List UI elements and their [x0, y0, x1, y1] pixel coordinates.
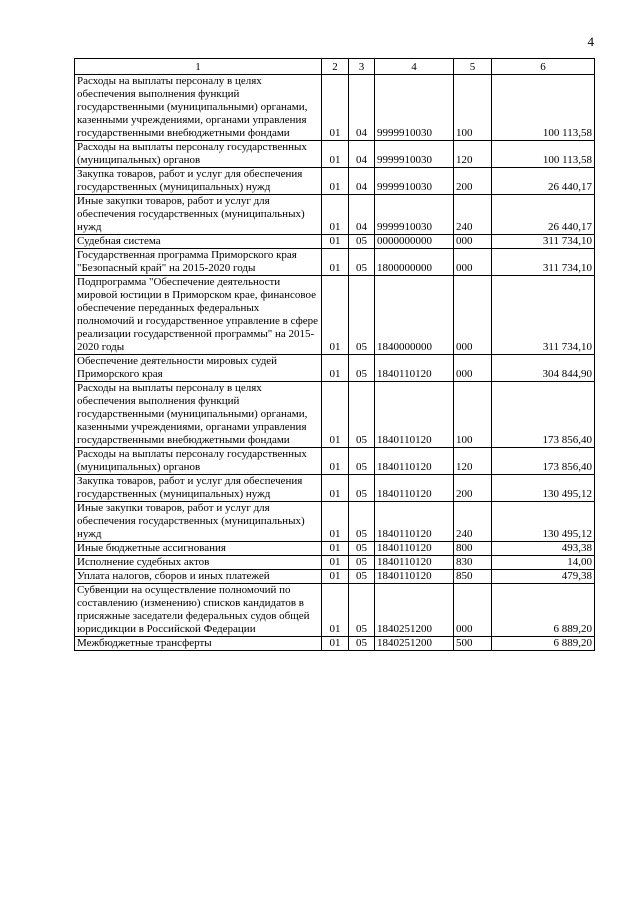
budget-table: [74, 58, 595, 651]
row-section: 01: [322, 355, 349, 382]
row-expense-type: 120: [454, 141, 492, 168]
row-amount: 26 440,17: [492, 168, 595, 195]
row-amount: 14,00: [492, 556, 595, 570]
column-header-expense-type: 5: [454, 59, 492, 75]
table-row: [75, 355, 595, 382]
table-row: [75, 249, 595, 276]
row-expense-type: 240: [454, 502, 492, 542]
row-name: Субвенции на осуществление полномочий по составлению (изменению) списков кандидатов в присяжные заседатели федеральных судов общей юрисдикции в Российской Федерации: [75, 584, 322, 637]
row-target-article: 9999910030: [375, 168, 454, 195]
row-subsection: 04: [349, 141, 375, 168]
table-header-row: [75, 59, 595, 75]
row-name: Подпрограмма "Обеспечение деятельности мировой юстиции в Приморском крае, финансовое обеспечение переданных федеральных полномочий и государственное управление в сфере реализации государственной программы" на 2015-2020 годы: [75, 276, 322, 355]
row-expense-type: 200: [454, 475, 492, 502]
row-name: Уплата налогов, сборов и иных платежей: [75, 570, 322, 584]
row-target-article: 9999910030: [375, 75, 454, 141]
row-section: 01: [322, 75, 349, 141]
row-amount: 6 889,20: [492, 637, 595, 651]
row-subsection: 05: [349, 276, 375, 355]
row-amount: 479,38: [492, 570, 595, 584]
row-amount: 6 889,20: [492, 584, 595, 637]
table-row: [75, 584, 595, 637]
row-amount: 311 734,10: [492, 276, 595, 355]
row-section: 01: [322, 542, 349, 556]
row-target-article: 1840110120: [375, 502, 454, 542]
column-header-target-article: 4: [375, 59, 454, 75]
row-amount: 100 113,58: [492, 75, 595, 141]
row-subsection: 05: [349, 235, 375, 249]
row-subsection: 05: [349, 355, 375, 382]
row-subsection: 04: [349, 75, 375, 141]
column-header-section: 2: [322, 59, 349, 75]
page-number: 4: [587, 34, 594, 49]
row-name: Закупка товаров, работ и услуг для обеспечения государственных (муниципальных) нужд: [75, 475, 322, 502]
row-target-article: 1840251200: [375, 637, 454, 651]
row-subsection: 05: [349, 502, 375, 542]
table-row: [75, 502, 595, 542]
row-expense-type: 800: [454, 542, 492, 556]
row-subsection: 05: [349, 382, 375, 448]
row-name: Расходы на выплаты персоналу в целях обеспечения выполнения функций государственными (муниципальными) органами, казенными учреждениями, органами управления государственными внебюджетными фондами: [75, 75, 322, 141]
table-row: [75, 475, 595, 502]
column-header-subsection: 3: [349, 59, 375, 75]
row-expense-type: 120: [454, 448, 492, 475]
row-expense-type: 200: [454, 168, 492, 195]
table-row: [75, 75, 595, 141]
row-expense-type: 000: [454, 249, 492, 276]
row-amount: 173 856,40: [492, 448, 595, 475]
row-target-article: 1840110120: [375, 448, 454, 475]
row-amount: 311 734,10: [492, 235, 595, 249]
row-name: Судебная система: [75, 235, 322, 249]
row-section: 01: [322, 141, 349, 168]
row-section: 01: [322, 502, 349, 542]
row-subsection: 05: [349, 448, 375, 475]
row-target-article: 1840110120: [375, 382, 454, 448]
row-name: Расходы на выплаты персоналу государственных (муниципальных) органов: [75, 448, 322, 475]
row-name: Межбюджетные трансферты: [75, 637, 322, 651]
table-row: [75, 276, 595, 355]
row-target-article: 1840110120: [375, 355, 454, 382]
row-name: Закупка товаров, работ и услуг для обеспечения государственных (муниципальных) нужд: [75, 168, 322, 195]
row-target-article: 1840110120: [375, 475, 454, 502]
row-target-article: 0000000000: [375, 235, 454, 249]
row-subsection: 05: [349, 249, 375, 276]
row-target-article: 1840251200: [375, 584, 454, 637]
row-amount: 493,38: [492, 542, 595, 556]
table-row: [75, 556, 595, 570]
row-subsection: 05: [349, 475, 375, 502]
row-subsection: 05: [349, 637, 375, 651]
row-target-article: 1800000000: [375, 249, 454, 276]
row-subsection: 04: [349, 168, 375, 195]
row-expense-type: 000: [454, 235, 492, 249]
row-amount: 304 844,90: [492, 355, 595, 382]
row-expense-type: 240: [454, 195, 492, 235]
row-amount: 130 495,12: [492, 502, 595, 542]
row-section: 01: [322, 382, 349, 448]
table-row: [75, 570, 595, 584]
row-name: Расходы на выплаты персоналу в целях обеспечения выполнения функций государственными (муниципальными) органами, казенными учреждениями, органами управления государственными внебюджетными фондами: [75, 382, 322, 448]
column-header-name: 1: [75, 59, 322, 75]
row-section: 01: [322, 637, 349, 651]
row-amount: 100 113,58: [492, 141, 595, 168]
row-target-article: 1840110120: [375, 556, 454, 570]
row-target-article: 1840110120: [375, 570, 454, 584]
row-amount: 130 495,12: [492, 475, 595, 502]
row-expense-type: 000: [454, 584, 492, 637]
row-amount: 173 856,40: [492, 382, 595, 448]
row-target-article: 9999910030: [375, 195, 454, 235]
row-name: Исполнение судебных актов: [75, 556, 322, 570]
row-name: Иные закупки товаров, работ и услуг для обеспечения государственных (муниципальных) нужд: [75, 195, 322, 235]
row-section: 01: [322, 584, 349, 637]
row-subsection: 05: [349, 542, 375, 556]
table-row: [75, 542, 595, 556]
row-section: 01: [322, 235, 349, 249]
row-target-article: 9999910030: [375, 141, 454, 168]
row-expense-type: 100: [454, 75, 492, 141]
row-expense-type: 100: [454, 382, 492, 448]
row-name: Государственная программа Приморского края "Безопасный край" на 2015-2020 годы: [75, 249, 322, 276]
table-row: [75, 637, 595, 651]
table-row: [75, 195, 595, 235]
table-row: [75, 141, 595, 168]
row-name: Иные бюджетные ассигнования: [75, 542, 322, 556]
row-expense-type: 500: [454, 637, 492, 651]
row-name: Иные закупки товаров, работ и услуг для обеспечения государственных (муниципальных) нужд: [75, 502, 322, 542]
row-expense-type: 830: [454, 556, 492, 570]
row-section: 01: [322, 195, 349, 235]
table-row: [75, 235, 595, 249]
row-subsection: 05: [349, 584, 375, 637]
row-section: 01: [322, 475, 349, 502]
row-amount: 26 440,17: [492, 195, 595, 235]
table-row: [75, 168, 595, 195]
row-section: 01: [322, 448, 349, 475]
row-target-article: 1840110120: [375, 542, 454, 556]
row-section: 01: [322, 276, 349, 355]
row-subsection: 05: [349, 570, 375, 584]
row-section: 01: [322, 168, 349, 195]
row-section: 01: [322, 556, 349, 570]
row-section: 01: [322, 570, 349, 584]
row-expense-type: 000: [454, 355, 492, 382]
row-subsection: 05: [349, 556, 375, 570]
row-section: 01: [322, 249, 349, 276]
row-name: Обеспечение деятельности мировых судей Приморского края: [75, 355, 322, 382]
row-subsection: 04: [349, 195, 375, 235]
row-amount: 311 734,10: [492, 249, 595, 276]
row-target-article: 1840000000: [375, 276, 454, 355]
row-name: Расходы на выплаты персоналу государственных (муниципальных) органов: [75, 141, 322, 168]
row-expense-type: 000: [454, 276, 492, 355]
row-expense-type: 850: [454, 570, 492, 584]
table-row: [75, 448, 595, 475]
table-row: [75, 382, 595, 448]
column-header-amount: 6: [492, 59, 595, 75]
